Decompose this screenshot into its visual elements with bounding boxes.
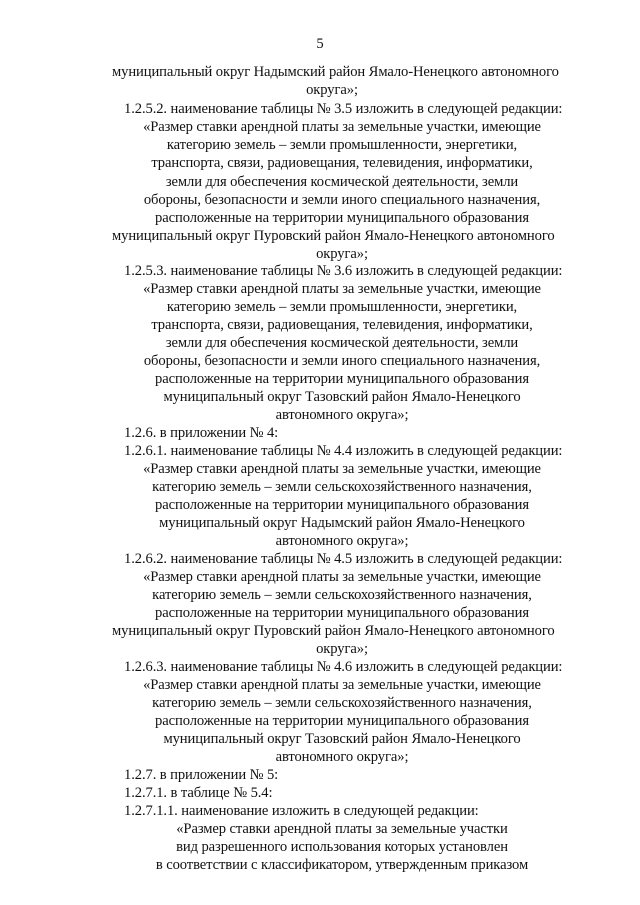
text-line: 1.2.6.2. наименование таблицы № 4.5 изложить в следующей редакции: — [124, 551, 563, 567]
text-line: муниципальный округ Надымский район Ямало-Ненецкого — [159, 515, 525, 531]
text-line: 1.2.5.3. наименование таблицы № 3.6 изложить в следующей редакции: — [124, 263, 563, 279]
text-line: «Размер ставки арендной платы за земельные участки, имеющие — [143, 569, 541, 585]
text-line: земли для обеспечения космической деятельности, земли — [165, 335, 519, 351]
text-line: автономного округа»; — [275, 749, 409, 765]
text-line: в соответствии с классификатором, утвержденным приказом — [155, 857, 529, 873]
text-line: 1.2.6.1. наименование таблицы № 4.4 изложить в следующей редакции: — [124, 443, 563, 459]
text-line: расположенные на территории муниципального образования — [155, 605, 529, 621]
text-line: муниципальный округ Тазовский район Ямало-Ненецкого — [163, 389, 521, 405]
text-line: муниципальный округ Тазовский район Ямало-Ненецкого — [163, 731, 521, 747]
text-line: «Размер ставки арендной платы за земельные участки, имеющие — [143, 281, 541, 297]
text-line: 1.2.6.3. наименование таблицы № 4.6 изложить в следующей редакции: — [124, 659, 563, 675]
text-line: категорию земель – земли сельскохозяйственного назначения, — [152, 479, 532, 495]
text-line: расположенные на территории муниципального образования — [155, 713, 529, 729]
text-line: муниципальный округ Пуровский район Ямало-Ненецкого автономного — [112, 228, 555, 244]
text-line: земли для обеспечения космической деятельности, земли — [165, 174, 519, 190]
page-number: 5 — [316, 36, 324, 52]
text-line: транспорта, связи, радиовещания, телевидения, информатики, — [151, 155, 533, 171]
text-line: муниципальный округ Пуровский район Ямало-Ненецкого автономного — [112, 623, 555, 639]
text-line: 1.2.7. в приложении № 5: — [124, 767, 279, 783]
text-line: муниципальный округ Надымский район Ямало-Ненецкого автономного — [112, 64, 559, 80]
text-line: округа»; — [306, 82, 358, 98]
text-line: автономного округа»; — [275, 407, 409, 423]
text-line: «Размер ставки арендной платы за земельные участки, имеющие — [143, 119, 541, 135]
text-line: 1.2.7.1. в таблице № 5.4: — [124, 785, 273, 801]
text-line: округа»; — [316, 246, 368, 262]
text-line: округа»; — [316, 641, 368, 657]
text-line: расположенные на территории муниципального образования — [155, 371, 529, 387]
text-line: категорию земель – земли сельскохозяйственного назначения, — [152, 587, 532, 603]
text-line: 1.2.7.1.1. наименование изложить в следующей редакции: — [124, 803, 479, 819]
text-line: расположенные на территории муниципального образования — [155, 497, 529, 513]
text-line: транспорта, связи, радиовещания, телевидения, информатики, — [151, 317, 533, 333]
text-line: автономного округа»; — [275, 533, 409, 549]
text-line: обороны, безопасности и земли иного специального назначения, — [143, 192, 541, 208]
text-line: категорию земель – земли промышленности, энергетики, — [166, 299, 518, 315]
text-line: «Размер ставки арендной платы за земельные участки, имеющие — [143, 461, 541, 477]
text-line: вид разрешенного использования которых установлен — [176, 839, 508, 855]
text-line: категорию земель – земли промышленности, энергетики, — [166, 137, 518, 153]
text-line: обороны, безопасности и земли иного специального назначения, — [143, 353, 541, 369]
text-line: «Размер ставки арендной платы за земельные участки — [176, 821, 508, 837]
text-line: 1.2.5.2. наименование таблицы № 3.5 изложить в следующей редакции: — [124, 101, 563, 117]
text-line: «Размер ставки арендной платы за земельные участки, имеющие — [143, 677, 541, 693]
text-line: категорию земель – земли сельскохозяйственного назначения, — [152, 695, 532, 711]
text-line: 1.2.6. в приложении № 4: — [124, 425, 279, 441]
text-line: расположенные на территории муниципального образования — [155, 210, 529, 226]
